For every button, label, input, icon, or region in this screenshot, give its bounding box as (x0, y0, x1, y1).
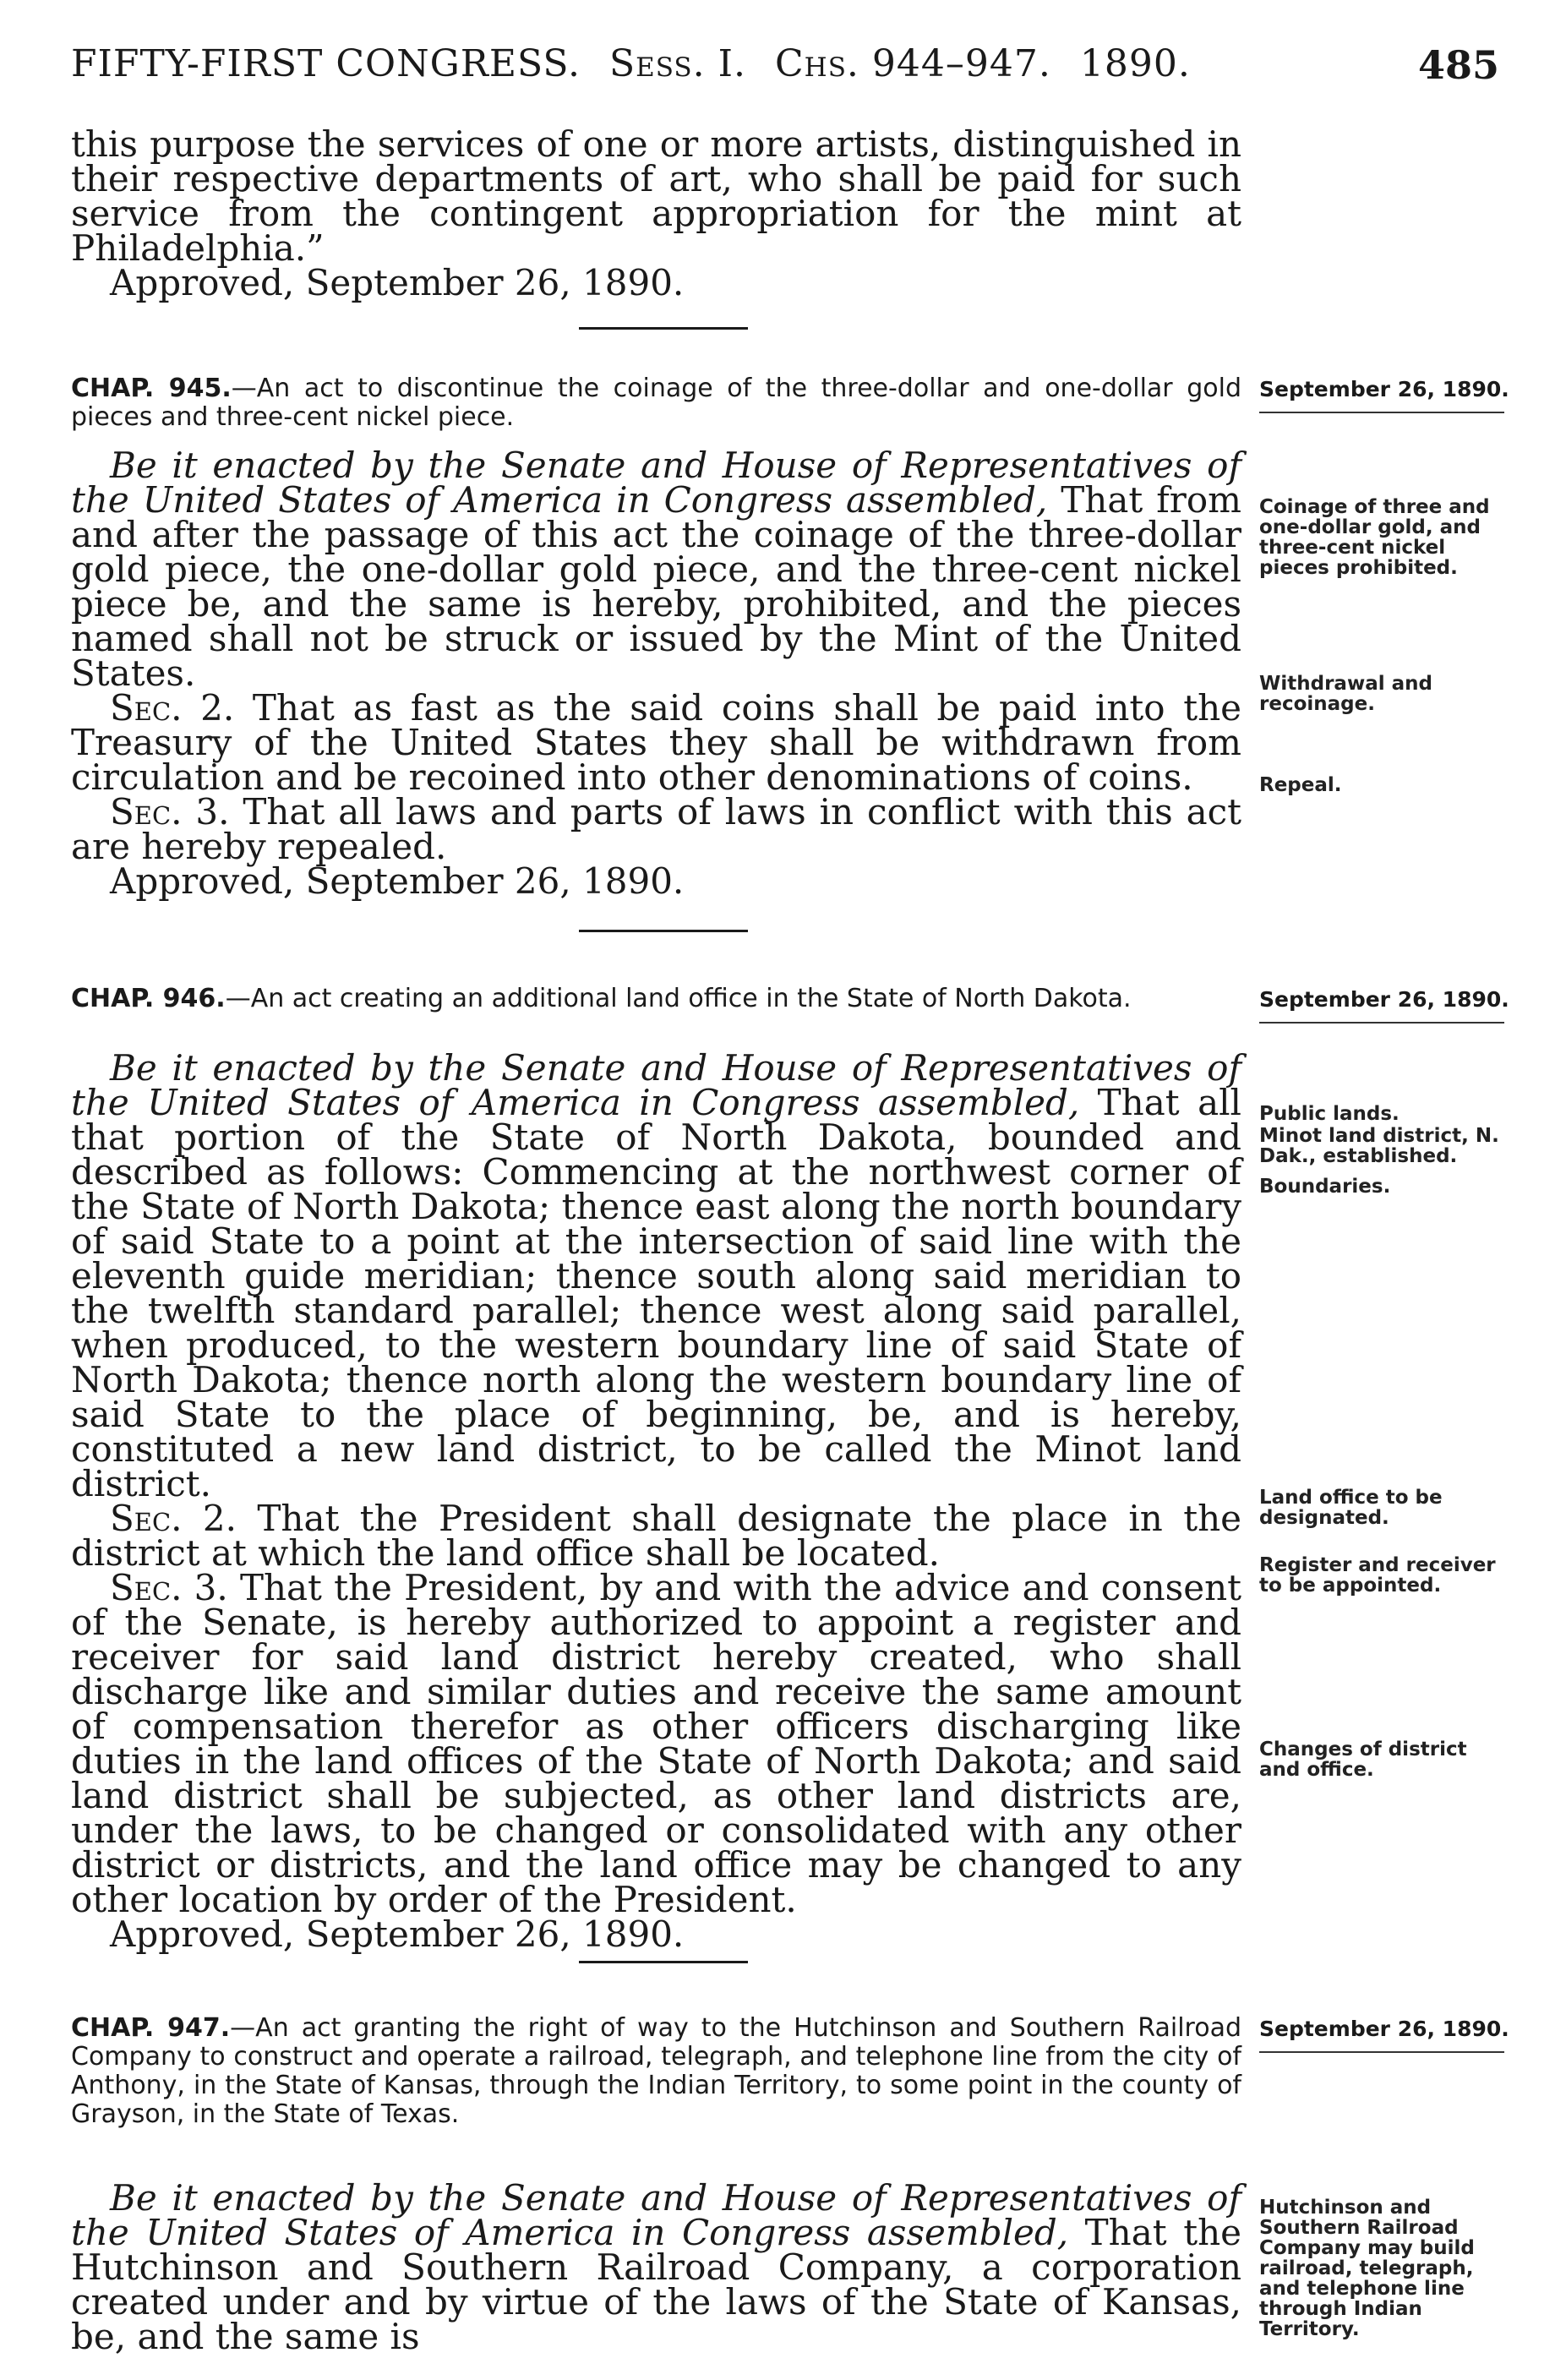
chap944-text: this purpose the services of one or more artists, distinguished in their respective departments of art, who shall be paid for such service from the contingent appropriation for the mint at Philadelphia.” (71, 123, 1241, 269)
chap945-sec2 (71, 687, 1241, 798)
chap947-heading (71, 2014, 1241, 2129)
enacting-clause: Be it enacted by the Senate and House of Representatives of the United States of America in Congress assembled, (71, 1047, 1241, 1123)
chap947-title: —An act granting the right of way to the Hutchinson and Southern Railroad Company to construct and operate a railroad, telegraph, and telephone line from the city of Anthony, in the State of Kansas, through the Indian Territory, to some point in the county of Grayson, in the State of Texas. (71, 2013, 1241, 2129)
margin-note: Land office to be designated. (1259, 1487, 1443, 1529)
chap947-sec1-text: That the Hutchinson and Southern Railroad Company, a corporation created under and by virtue of the laws of the State of Kansas, be, and the same is (71, 2212, 1241, 2357)
margin-note: Register and receiver to be appointed. (1259, 1554, 1496, 1597)
chap946-approved: Approved, September 26, 1890. (110, 1913, 685, 1955)
section-divider (579, 327, 748, 330)
running-header (71, 42, 1499, 93)
chap946-date: September 26, 1890. (1259, 987, 1504, 1024)
chap945-heading (71, 374, 1241, 432)
session-label: Sess. I. (608, 42, 746, 85)
chap945-sec3 (71, 791, 1242, 867)
chap947-sec1 (71, 2177, 1241, 2357)
year-label: 1890. (1079, 42, 1191, 85)
margin-note: Boundaries. (1259, 1176, 1391, 1198)
chap946-sec3-text: That the President, by and with the advice and consent of the Senate, is hereby authorized to appoint a register and receiver for said land district hereby created, who shall discharge like and similar duties and receive the same amount of compensation therefor as other officers discharging like duties in the land offices of the State of North Dakota; and said land district shall be subjected, as other land districts are, under the laws, to be changed or consolidated with any other district or districts, and the land office may be changed to any other location by order of the President. (71, 1567, 1241, 1920)
chap946-heading (71, 985, 1241, 1013)
chap946-label: CHAP. 946. (71, 984, 226, 1013)
page-number: 485 (1417, 42, 1499, 88)
enacting-clause: Be it enacted by the Senate and House of Representatives of the United States of America in Congress assembled, (71, 445, 1241, 521)
sec-label: Sec. 3. (110, 1567, 228, 1608)
chap945-sec3-text: That all laws and parts of laws in conflict with this act are hereby repealed. (71, 791, 1242, 867)
chap945-sec2-text: That as fast as the said coins shall be paid into the Treasury of the United States they shall be withdrawn from circulation and be recoined into other denominations of coins. (71, 687, 1241, 798)
section-divider (579, 930, 748, 932)
chap944-approved: Approved, September 26, 1890. (110, 262, 685, 303)
chap945-label: CHAP. 945. (71, 374, 232, 403)
margin-note: Minot land district, N. Dak., established. (1259, 1125, 1499, 1167)
chap944-continuation (71, 123, 1241, 303)
margin-note: Coinage of three and one-dollar gold, and three-cent nickel pieces prohibited. (1259, 496, 1490, 579)
sec-label: Sec. 2. (110, 1498, 237, 1539)
chap945-sec1 (71, 445, 1241, 694)
chap946-sec2 (71, 1498, 1242, 1574)
chap946-title: —An act creating an additional land office in the State of North Dakota. (225, 984, 1132, 1013)
chap945-date: September 26, 1890. (1259, 377, 1504, 413)
chap947-body (71, 2177, 1241, 2357)
enacting-clause: Be it enacted by the Senate and House of Representatives of the United States of America in Congress assembled, (71, 2177, 1241, 2253)
header-left (71, 42, 1220, 85)
chap945-approved: Approved, September 26, 1890. (110, 860, 685, 902)
chap945-sec1-text: That from and after the passage of this act the coinage of the three-dollar gold piece, the one-dollar gold piece, and the three-cent nickel piece be, and the same is hereby, prohibited, and the pieces named shall not be struck or issued by the Mint of the United States. (71, 479, 1241, 694)
chap947-date: September 26, 1890. (1259, 2017, 1504, 2053)
chap947-label: CHAP. 947. (71, 2013, 231, 2043)
chap946-sec1-text: That all that portion of the State of North Dakota, bounded and described as follows: Commencing at the northwest corner of the State of North Dakota; thence east along the north boundary of said State to a point at the intersection of said line with the eleventh guide meridian; thence south along said meridian to the twelfth standard parallel; thence west along said parallel, when produced, to the western boundary line of said State of North Dakota; thence north along the western boundary line of said State to the place of beginning, be, and is hereby, constituted a new land district, to be called the Minot land district. (71, 1082, 1241, 1504)
margin-note: Hutchinson and Southern Railroad Company may build railroad, telegraph, and telephone line through Indian Territory. (1259, 2197, 1475, 2340)
chap945-body (71, 445, 1242, 902)
margin-note: Withdrawal and recoinage. (1259, 673, 1432, 715)
chap946-body (71, 1047, 1242, 1955)
margin-note: Repeal. (1259, 774, 1342, 796)
margin-note: Public lands. (1259, 1103, 1400, 1125)
sec-label: Sec. 2. (110, 687, 235, 729)
chap945-title: —An act to discontinue the coinage of the three-dollar and one-dollar gold pieces and three-cent nickel piece. (71, 374, 1241, 432)
section-divider (579, 1961, 748, 1963)
congress-title: FIFTY-FIRST CONGRESS. (71, 42, 581, 85)
chapters-label: Chs. 944–947. (775, 42, 1051, 85)
chap946-sec2-text: That the President shall designate the place in the district at which the land office shall be located. (71, 1498, 1242, 1574)
margin-note: Changes of district and office. (1259, 1739, 1467, 1781)
sec-label: Sec. 3. (110, 791, 230, 832)
chap946-sec1 (71, 1047, 1241, 1504)
chap946-sec3 (71, 1567, 1241, 1920)
